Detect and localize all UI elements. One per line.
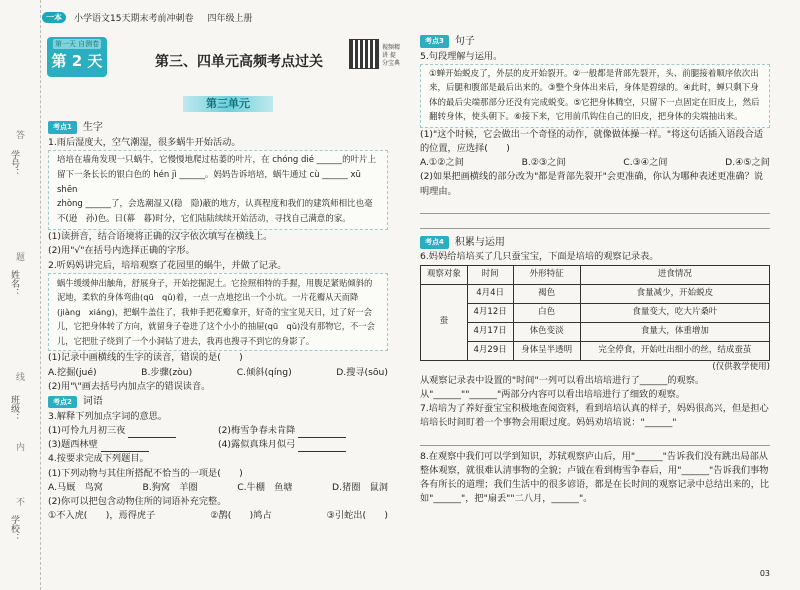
- option-a[interactable]: A.马厩 鸟窝: [48, 481, 103, 493]
- option-a[interactable]: A.①②之间: [420, 157, 464, 168]
- definition-item: (2)梅雪争春未肯降: [218, 424, 388, 438]
- section-title: 积累与运用: [454, 236, 505, 248]
- section-tag: 考点3: [420, 35, 449, 48]
- sub-question: (2)你可以把包含动物住所的词语补充完整。: [48, 496, 227, 508]
- option-d[interactable]: D.搜寻(sōu): [336, 366, 388, 378]
- sub-question: (2)如果把画横线的部分改为"都是背部先裂开"会更准确，你认为哪种表述更准确？说明理由。: [420, 171, 764, 197]
- passage-box: [420, 64, 770, 128]
- school-label: 学校：: [9, 515, 19, 542]
- section-tag: 考点2: [48, 396, 77, 409]
- section-header: [48, 120, 388, 136]
- page-number: 03: [759, 569, 770, 578]
- observation-table: [420, 265, 770, 361]
- table-cell: 褐色: [513, 284, 580, 303]
- left-column: [48, 120, 388, 524]
- series-title: 小学语文15天期末考前冲刺卷: [74, 14, 194, 24]
- passage-paragraph: 蜗牛缓缓伸出触角，舒展身子，开始挖掘泥土。它捡照相特的手握，用腹足紧贴倾斜的泥地，柔软的身体弯曲(qū qǔ)着，一点一点地挖出一个小坑。一片花瓣从天而降(jiàng xiáng)，把蜗牛盖住了，我伸手把花瓣拿开，好奇的宝宝见天日，过了好一会儿，它把身体转了方向，就留身子卷进了这个小小的抽屉(qū qǔ)没有那物它，不一会儿，它把肚子绕到了一个小洞钻了进去，我再也搜寻不到它的身影了。: [57, 277, 375, 346]
- option-c[interactable]: C.牛棚 鱼塘: [237, 481, 293, 493]
- fill-item[interactable]: ③引蛇出( ): [326, 510, 388, 522]
- option-d[interactable]: D.猪圈 鼠洞: [332, 481, 388, 493]
- question-stem: 4.按要求完成下列题目。: [48, 453, 149, 465]
- table-cell: 4月29日: [467, 341, 513, 360]
- option-c[interactable]: C.③④之间: [623, 157, 668, 168]
- cut-mark: 不: [16, 498, 26, 508]
- section-title: 句子: [454, 36, 475, 47]
- table-cell: 体色变淡: [513, 322, 580, 341]
- binding-strip: [0, 0, 41, 590]
- table-cell: 4月12日: [467, 303, 513, 322]
- table-cell: 白色: [513, 303, 580, 322]
- brand-logo: 一本: [42, 12, 66, 23]
- table-header: 进食情况: [580, 265, 769, 284]
- question-text: 从观察记录表中设置的"时间"一列可以看出培培进行了______的观察。从"______""______"两部分内容可以看出培培进行了细致的观察。: [420, 374, 705, 400]
- passage-paragraph: zhòng ______了，会选潮湿又(稳 隐)蔽的地方，认真程度和我们的建筑师相比也毫不(逊 孙)色。日(幕 暮)时分，它们陆陆续续开始活动，寻找自己满意的家。: [57, 199, 373, 225]
- page-title: 第三、四单元高频考点过关: [155, 54, 323, 70]
- cut-mark: 答: [16, 131, 26, 141]
- sub-question: (1)记录中画横线的生字的读音，错误的是( ): [48, 352, 243, 364]
- usage-note: (仅供教学使用): [712, 361, 770, 372]
- fill-row: [48, 509, 388, 523]
- table-header: 观察对象: [421, 265, 468, 284]
- options-row: [48, 481, 388, 495]
- table-row: [421, 341, 770, 360]
- section-tag: 考点1: [48, 121, 77, 134]
- day-badge-title: 第 2 天: [51, 52, 103, 70]
- qr-code-icon[interactable]: [349, 39, 379, 69]
- table-row: [421, 303, 770, 322]
- question-stem: 6.妈妈给培培买了几只蚕宝宝，下面是培培的观察记录表。: [420, 251, 659, 263]
- qr-caption: 视频精讲 提分宝典: [382, 44, 401, 67]
- fill-item[interactable]: ②鹊( )鸠占: [210, 510, 272, 522]
- option-c[interactable]: C.倾斜(qíng): [236, 366, 292, 378]
- question-stem: 5.句段理解与运用。: [420, 50, 503, 62]
- right-column: [420, 34, 770, 507]
- day-badge: [47, 37, 107, 77]
- answer-line[interactable]: [420, 199, 770, 214]
- answer-line[interactable]: [420, 431, 770, 446]
- sub-question: (1)下列动物与其住所搭配不恰当的一项是( ): [48, 467, 243, 479]
- table-cell: 食量减少，开始蜕皮: [580, 284, 769, 303]
- table-header: 时间: [467, 265, 513, 284]
- table-cell: 4月17日: [467, 322, 513, 341]
- cut-mark: 内: [16, 443, 26, 453]
- cut-mark: 题: [16, 253, 26, 263]
- answer-line[interactable]: [420, 214, 770, 229]
- option-d[interactable]: D.④⑤之间: [725, 157, 770, 168]
- section-header: [48, 394, 388, 410]
- table-header-row: [421, 265, 770, 284]
- passage-box: [48, 273, 388, 352]
- name-label: 姓名：: [9, 270, 19, 297]
- question-stem: 3.解释下列加点字词的意思。: [48, 410, 168, 422]
- answer-blank[interactable]: [101, 441, 149, 452]
- page-header: [42, 11, 252, 24]
- fill-item[interactable]: ①不入虎( )，焉得虎子: [48, 510, 156, 522]
- option-b[interactable]: B.②③之间: [521, 157, 566, 168]
- table-cell: 食量变大，吃大片桑叶: [580, 303, 769, 322]
- table-header: 外形特征: [513, 265, 580, 284]
- table-row: [421, 284, 770, 303]
- answer-blank[interactable]: [298, 427, 346, 438]
- definition-item: (3)题西林壁: [48, 438, 218, 452]
- section-title: 词语: [82, 396, 103, 408]
- definition-grid: [48, 424, 388, 453]
- option-b[interactable]: B.步骤(zòu): [141, 366, 193, 378]
- table-cell: 4月4日: [467, 284, 513, 303]
- passage-paragraph: 培培在墙角发现一只蜗牛，它慢慢地爬过枯萎的叶片，在 chóng dié ______的叶片上留下一条长长的银白色的 hén jì ______。妈妈告诉培培，蜗牛通过 cù ______ xū shēn: [57, 154, 377, 195]
- options-row: [48, 366, 388, 380]
- table-cell: 食量大，体重增加: [580, 322, 769, 341]
- sub-question: (2)用"\"画去括号内加点字的错误读音。: [48, 380, 211, 392]
- section-header: [420, 235, 770, 251]
- answer-blank[interactable]: [128, 427, 176, 438]
- question-stem: 7.培培为了养好蚕宝宝积极地查阅资料，看到培培认真的样子，妈妈很高兴，但是担心培培长时间盯着一个事物会用眼过度。妈妈劝培培说："______": [420, 403, 769, 429]
- grade-label: 四年级上册: [207, 14, 253, 24]
- unit-banner: 第三单元: [183, 96, 273, 112]
- definition-item: (4)露似真珠月似弓: [218, 438, 388, 452]
- section-tag: 考点4: [420, 236, 449, 249]
- table-row: [421, 322, 770, 341]
- definition-item: (1)可怜九月初三夜: [48, 424, 218, 438]
- day-badge-label: 第一天 自测卷: [54, 40, 100, 48]
- option-b[interactable]: B.狗窝 羊圈: [142, 481, 198, 493]
- section-header: [420, 34, 770, 50]
- options-row: [420, 156, 770, 170]
- sub-question: (1)"这个时候，它会做出一个奇怪的动作，就像做体操一样。"将这句话插入语段合适的位置，应选择( ): [420, 128, 764, 154]
- table-subject: 蚕: [421, 284, 468, 360]
- section-title: 生字: [82, 122, 103, 133]
- class-label: 班级：: [9, 395, 19, 422]
- table-cell: 完全停食，开始吐出细小的丝，结成蚕茧: [580, 341, 769, 360]
- question-stem: 1.雨后湿度大，空气潮湿，很多蜗牛开始活动。: [48, 136, 241, 148]
- table-cell: 身体呈半透明: [513, 341, 580, 360]
- passage-box: [48, 150, 388, 230]
- sub-question: (1)读拼音，结合语境将正确的汉字依次填写在横线上。: [48, 231, 273, 243]
- cut-mark: 线: [16, 373, 26, 383]
- option-a[interactable]: A.挖掘(jué): [48, 366, 97, 378]
- number-label: 学号：: [9, 150, 19, 177]
- answer-blank[interactable]: [298, 441, 346, 452]
- question-stem: 8.在观察中我们可以学到知识，苏轼观察庐山后，用"______"告诉我们没有跳出局部从整体观察，就很难认清事物的全貌；卢钺在看到梅雪争春后，用"______"告诉我们事物各有所长的道理；我们生活中的很多谚语，都是在长时间的观察记录中总结出来的，比如"______"，把"扇丢""二八月，______"。: [420, 450, 770, 505]
- passage-paragraph: ①蝉开始蜕皮了，外层的皮开始裂开。②一般都是背部先裂开，头、前腿接着顺序依次出来，后腿和腹部是最后出来的。③整个身体出来后，身体是碧绿的。④此时，蝉只剩下身体的最后尖端那部分还没有完成蜕变。⑤它把身体腾空，只留下一点固定在旧皮上，然后翻转身体，使头朝下。⑥接下来，它用前爪钩住自己的旧皮，把身体的尖端抽出来。: [429, 68, 760, 123]
- question-stem: 2.听妈妈讲完后，培培观察了花园里的蜗牛，并做了记录。: [48, 259, 287, 271]
- sub-question: (2)用"√"在括号内选择正确的字形。: [48, 245, 195, 257]
